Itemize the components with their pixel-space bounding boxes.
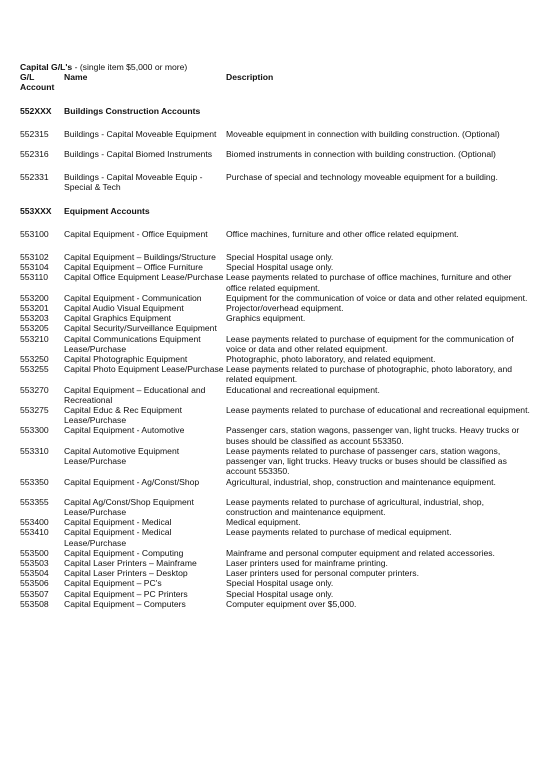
table-row <box>20 497 532 517</box>
gl-table <box>20 72 532 609</box>
table-row <box>20 599 532 609</box>
gl-name: Buildings - Capital Biomed Instruments <box>64 149 213 160</box>
document-page <box>20 62 532 609</box>
header-description: Description <box>226 72 274 83</box>
gl-code: 553500 <box>20 547 49 558</box>
table-row <box>20 252 532 262</box>
gl-code: 553102 <box>20 252 49 263</box>
gl-name: Buildings - Capital Moveable Equip - Special & Tech <box>64 172 203 193</box>
table-row <box>20 568 532 578</box>
gl-code: 552316 <box>20 149 49 160</box>
table-row <box>20 303 532 313</box>
gl-description: Special Hospital usage only. <box>226 262 334 273</box>
gl-code: 553503 <box>20 557 49 568</box>
section-name: Equipment Accounts <box>64 205 150 216</box>
gl-code: 553203 <box>20 313 49 324</box>
gl-name: Capital Laser Printers – Desktop <box>64 568 188 579</box>
gl-name: Capital Office Equipment Lease/Purchase <box>64 272 224 283</box>
gl-code: 553507 <box>20 588 49 599</box>
gl-description: Purchase of special and technology moveable equipment for a building. <box>226 172 498 183</box>
gl-code: 553508 <box>20 598 49 609</box>
gl-description: Lease payments related to purchase of agricultural, industrial, shop, construction and maintenance equipment. <box>226 496 484 517</box>
gl-description: Mainframe and personal computer equipment and related accessories. <box>226 547 495 558</box>
table-row <box>20 293 532 303</box>
document-title <box>20 62 532 72</box>
table-row <box>20 323 532 333</box>
gl-code: 553506 <box>20 578 49 589</box>
gl-description: Lease payments related to purchase of educational and recreational equipment. <box>226 405 530 416</box>
gl-description: Medical equipment. <box>226 517 301 528</box>
gl-name: Capital Photo Equipment Lease/Purchase <box>64 364 224 375</box>
gl-description: Special Hospital usage only. <box>226 578 334 589</box>
section-code: 552XXX <box>20 105 52 116</box>
header-row <box>20 72 532 92</box>
gl-name: Capital Equipment - Medical <box>64 517 172 528</box>
gl-code: 553504 <box>20 568 49 579</box>
section-name: Buildings Construction Accounts <box>64 105 201 116</box>
gl-description <box>226 323 532 333</box>
table-row <box>20 517 532 527</box>
table-row <box>20 425 532 445</box>
table-row <box>20 477 532 487</box>
header-gl: G/L Account <box>20 72 55 93</box>
gl-code: 553104 <box>20 262 49 273</box>
table-row <box>20 272 532 292</box>
table-row <box>20 229 532 239</box>
gl-code: 553100 <box>20 228 49 239</box>
gl-name: Capital Educ & Rec Equipment Lease/Purchase <box>64 405 182 426</box>
gl-name: Capital Graphics Equipment <box>64 313 171 324</box>
gl-description: Computer equipment over $5,000. <box>226 598 357 609</box>
section-heading <box>20 106 532 116</box>
gl-code: 553275 <box>20 405 49 416</box>
section-code: 553XXX <box>20 205 52 216</box>
gl-name: Capital Equipment - Office Equipment <box>64 228 208 239</box>
gl-description: Lease payments related to purchase of equipment for the communication of voice or data and other related equipment. <box>226 333 514 354</box>
gl-name: Capital Equipment – Computers <box>64 598 186 609</box>
title-subtitle: - (single item $5,000 or more) <box>72 62 188 72</box>
gl-code: 553200 <box>20 292 49 303</box>
gl-description: Lease payments related to purchase of photographic, photo laboratory, and related equipment. <box>226 364 513 385</box>
table-row <box>20 578 532 588</box>
gl-code: 553205 <box>20 323 49 334</box>
table-row <box>20 527 532 547</box>
gl-description: Laser printers used for personal computer printers. <box>226 568 419 579</box>
gl-description: Lease payments related to purchase of office machines, furniture and other office related equipment. <box>226 272 512 293</box>
gl-description: Office machines, furniture and other office related equipment. <box>226 228 459 239</box>
gl-code: 553410 <box>20 527 49 538</box>
table-row <box>20 149 532 159</box>
gl-code: 553210 <box>20 333 49 344</box>
gl-code: 553300 <box>20 425 49 436</box>
gl-name: Capital Equipment - Ag/Const/Shop <box>64 476 200 487</box>
table-row <box>20 354 532 364</box>
gl-name: Capital Equipment – PC's <box>64 578 162 589</box>
gl-name: Capital Ag/Const/Shop Equipment Lease/Purchase <box>64 496 194 517</box>
gl-description: Graphics equipment. <box>226 313 306 324</box>
gl-name: Capital Laser Printers – Mainframe <box>64 557 197 568</box>
gl-code: 553270 <box>20 384 49 395</box>
gl-description: Projector/overhead equipment. <box>226 303 344 314</box>
gl-name: Capital Photographic Equipment <box>64 354 188 365</box>
table-row <box>20 446 532 477</box>
table-row <box>20 589 532 599</box>
gl-description: Laser printers used for mainframe printing. <box>226 557 388 568</box>
gl-description: Special Hospital usage only. <box>226 252 334 263</box>
gl-name: Capital Equipment – Educational and Recreational <box>64 384 206 405</box>
table-row <box>20 364 532 384</box>
gl-name: Capital Security/Surveillance Equipment <box>64 323 217 334</box>
gl-code: 553400 <box>20 517 49 528</box>
gl-name: Capital Communications Equipment Lease/Purchase <box>64 333 201 354</box>
table-row <box>20 558 532 568</box>
table-row <box>20 313 532 323</box>
table-row <box>20 548 532 558</box>
gl-description: Photographic, photo laboratory, and related equipment. <box>226 354 436 365</box>
gl-name: Buildings - Capital Moveable Equipment <box>64 128 217 139</box>
gl-name: Capital Equipment – Office Furniture <box>64 262 203 273</box>
gl-name: Capital Equipment - Communication <box>64 292 202 303</box>
section-heading <box>20 206 532 216</box>
gl-name: Capital Equipment – PC Printers <box>64 588 188 599</box>
gl-name: Capital Equipment - Automotive <box>64 425 185 436</box>
table-row <box>20 385 532 405</box>
gl-code: 552331 <box>20 172 49 183</box>
gl-code: 552315 <box>20 128 49 139</box>
gl-code: 553355 <box>20 496 49 507</box>
table-row <box>20 405 532 425</box>
gl-description: Passenger cars, station wagons, passenger van, light trucks. Heavy trucks or buses should be classified as account 553350. <box>226 425 520 446</box>
table-row <box>20 172 532 192</box>
header-name: Name <box>64 72 88 83</box>
gl-description: Special Hospital usage only. <box>226 588 334 599</box>
gl-name: Capital Automotive Equipment Lease/Purchase <box>64 445 180 467</box>
gl-code: 553250 <box>20 354 49 365</box>
gl-code: 553201 <box>20 303 49 314</box>
gl-name: Capital Equipment - Medical Lease/Purchase <box>64 527 172 548</box>
gl-description: Agricultural, industrial, shop, construction and maintenance equipment. <box>226 476 496 487</box>
gl-description: Equipment for the communication of voice or data and other related equipment. <box>226 292 528 303</box>
gl-code: 553110 <box>20 272 49 283</box>
gl-code: 553350 <box>20 476 49 487</box>
table-row <box>20 334 532 354</box>
gl-code: 553255 <box>20 364 49 375</box>
gl-description: Educational and recreational equipment. <box>226 384 380 395</box>
table-row <box>20 129 532 139</box>
title-main: Capital G/L's <box>20 62 73 72</box>
gl-code: 553310 <box>20 445 49 456</box>
gl-name: Capital Equipment – Buildings/Structure <box>64 252 216 263</box>
gl-description: Lease payments related to purchase of passenger cars, station wagons, passenger van, light trucks. Heavy trucks or buses should be classified as account 553350. <box>226 445 507 477</box>
table-row <box>20 262 532 272</box>
gl-description: Lease payments related to purchase of medical equipment. <box>226 527 452 538</box>
gl-name: Capital Audio Visual Equipment <box>64 303 184 314</box>
gl-name: Capital Equipment - Computing <box>64 547 184 558</box>
gl-description: Biomed instruments in connection with building construction. (Optional) <box>226 149 496 160</box>
gl-description: Moveable equipment in connection with building construction. (Optional) <box>226 128 500 139</box>
